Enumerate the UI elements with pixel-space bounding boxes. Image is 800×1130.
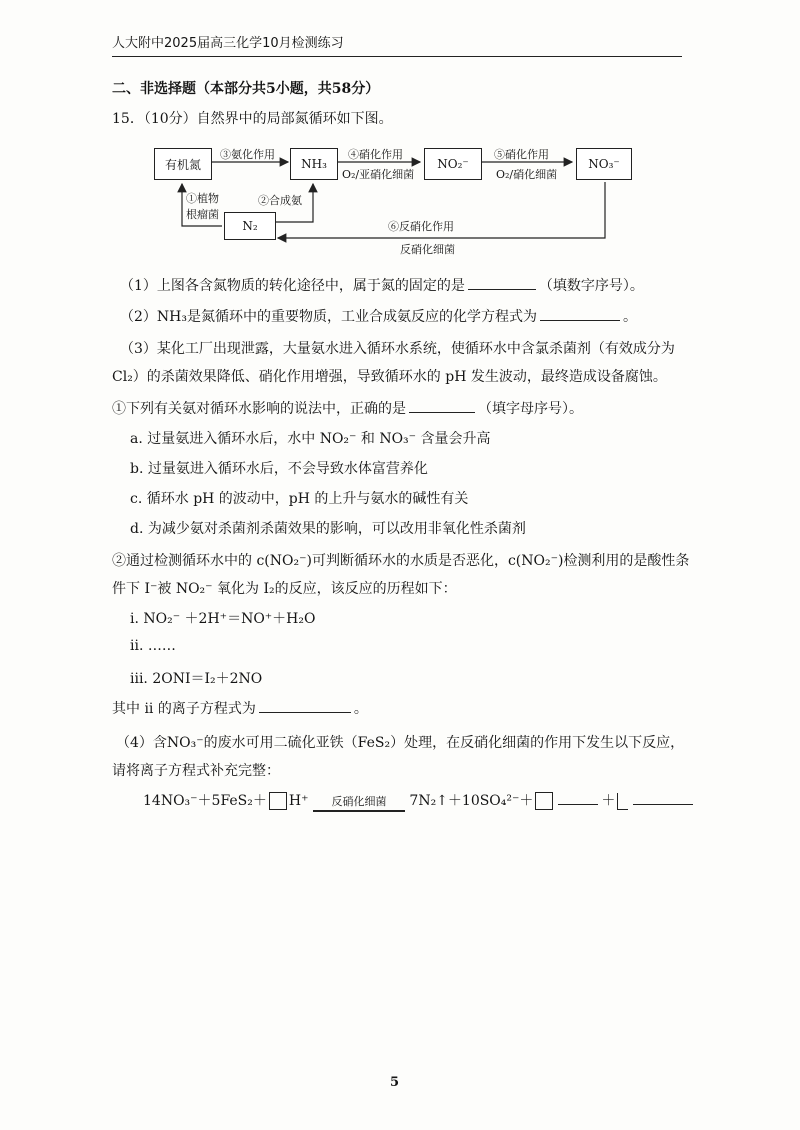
question-2 bbox=[120, 306, 637, 326]
question-3-line-a: （3）某化工厂出现泄露，大量氨水进入循环水系统，使循环水中含氯杀菌剂（有效成分为 bbox=[120, 341, 675, 357]
answer-blank-3[interactable] bbox=[409, 398, 475, 413]
page-number: 5 bbox=[390, 1075, 400, 1090]
label-denitrification-condition: 反硝化细菌 bbox=[400, 243, 455, 256]
question-1-end: （填数字序号）。 bbox=[538, 278, 644, 294]
nitrogen-cycle-diagram bbox=[150, 140, 630, 255]
question-3-line-b: Cl₂）的杀菌效果降低、硝化作用增强，导致循环水的 pH 发生波动，最终造成设备腐蚀。 bbox=[112, 369, 667, 385]
option-a: a. 过量氨进入循环水后，水中 NO₂⁻ 和 NO₃⁻ 含量会升高 bbox=[130, 431, 491, 447]
option-b: b. 过量氨进入循环水后，不会导致水体富营养化 bbox=[130, 461, 428, 477]
equation-right: 7N₂↑＋10SO₄²⁻＋ bbox=[409, 793, 534, 809]
label-nitrification-2: ⑤硝化作用 bbox=[494, 148, 549, 161]
equation-plus: ＋ bbox=[601, 793, 616, 809]
answer-blank-4[interactable] bbox=[259, 698, 351, 713]
label-denitrification: ⑥反硝化作用 bbox=[388, 220, 454, 233]
coefficient-box-product-1[interactable] bbox=[535, 792, 553, 810]
reaction-step-2: ii. …… bbox=[130, 638, 176, 654]
answer-blank-product-1[interactable] bbox=[558, 790, 598, 805]
question-4-line-a: （4）含NO₃⁻的废水可用二硫化亚铁（FeS₂）处理，在反硝化细菌的作用下发生以下反应， bbox=[116, 735, 685, 751]
answer-blank-product-2[interactable] bbox=[633, 790, 693, 805]
question-2-end: 。 bbox=[622, 309, 637, 325]
question-3-part-2-line-a: ②通过检测循环水中的 c(NO₂⁻)可判断循环水的水质是否恶化，c(NO₂⁻)检测利用的是酸性条 bbox=[112, 553, 690, 569]
question-1-text: （1）上图各含氮物质的转化途径中，属于氮的固定的是 bbox=[120, 278, 465, 294]
ion-equation bbox=[143, 790, 696, 812]
answer-blank-1[interactable] bbox=[468, 275, 536, 290]
equation-condition bbox=[313, 794, 405, 812]
label-plant-1: ①植物 bbox=[186, 192, 219, 205]
equation-h-ion: H⁺ bbox=[288, 793, 309, 809]
label-nitrification-1: ④硝化作用 bbox=[348, 148, 403, 161]
label-synthesis: ②合成氨 bbox=[258, 194, 302, 207]
node-no3: NO₃⁻ bbox=[576, 148, 632, 180]
answer-blank-2[interactable] bbox=[540, 306, 620, 321]
question-3-part-2-ask-end: 。 bbox=[353, 701, 368, 717]
reaction-step-1: i. NO₂⁻ ＋2H⁺＝NO⁺＋H₂O bbox=[130, 611, 316, 627]
label-nitrification-1-condition: O₂/亚硝化细菌 bbox=[342, 168, 415, 181]
coefficient-box-product-2[interactable] bbox=[617, 793, 628, 810]
section-title: 二、非选择题（本部分共5小题，共58分） bbox=[112, 81, 380, 97]
page-header: 人大附中2025届高三化学10月检测练习 bbox=[112, 36, 344, 51]
reaction-step-3: iii. 2ONI＝I₂＋2NO bbox=[130, 671, 263, 687]
question-intro: 15．（10分）自然界中的局部氮循环如下图。 bbox=[112, 111, 393, 127]
node-n2: N₂ bbox=[224, 212, 276, 240]
question-3-part-1-end: （填字母序号）。 bbox=[478, 401, 583, 417]
question-3-part-2-ask bbox=[112, 698, 368, 718]
node-organic-nitrogen: 有机氮 bbox=[154, 148, 212, 180]
equation-left: 14NO₃⁻＋5FeS₂＋ bbox=[143, 793, 267, 809]
equation-condition-text: 反硝化细菌 bbox=[313, 794, 405, 812]
node-nh3: NH₃ bbox=[290, 148, 338, 180]
node-no2: NO₂⁻ bbox=[424, 148, 482, 180]
option-c: c. 循环水 pH 的波动中，pH 的上升与氨水的碱性有关 bbox=[130, 491, 469, 507]
label-plant-2: 根瘤菌 bbox=[186, 208, 219, 221]
label-nitrification-2-condition: O₂/硝化细菌 bbox=[496, 168, 558, 181]
label-ammonification: ③氨化作用 bbox=[220, 148, 275, 161]
question-2-text: （2）NH₃是氮循环中的重要物质，工业合成氨反应的化学方程式为 bbox=[120, 309, 537, 325]
question-4-line-b: 请将离子方程式补充完整： bbox=[112, 763, 280, 779]
question-3-part-2-ask-text: 其中 ii 的离子方程式为 bbox=[112, 701, 256, 717]
question-3-part-1 bbox=[112, 398, 583, 418]
header-divider bbox=[112, 56, 682, 57]
option-d: d. 为减少氨对杀菌剂杀菌效果的影响，可以改用非氧化性杀菌剂 bbox=[130, 521, 526, 537]
question-3-part-1-text: ①下列有关氨对循环水影响的说法中，正确的是 bbox=[112, 401, 406, 417]
question-1 bbox=[120, 275, 644, 295]
coefficient-box-h[interactable] bbox=[269, 792, 287, 810]
question-3-part-2-line-b: 件下 I⁻被 NO₂⁻ 氧化为 I₂的反应，该反应的历程如下： bbox=[112, 581, 457, 597]
